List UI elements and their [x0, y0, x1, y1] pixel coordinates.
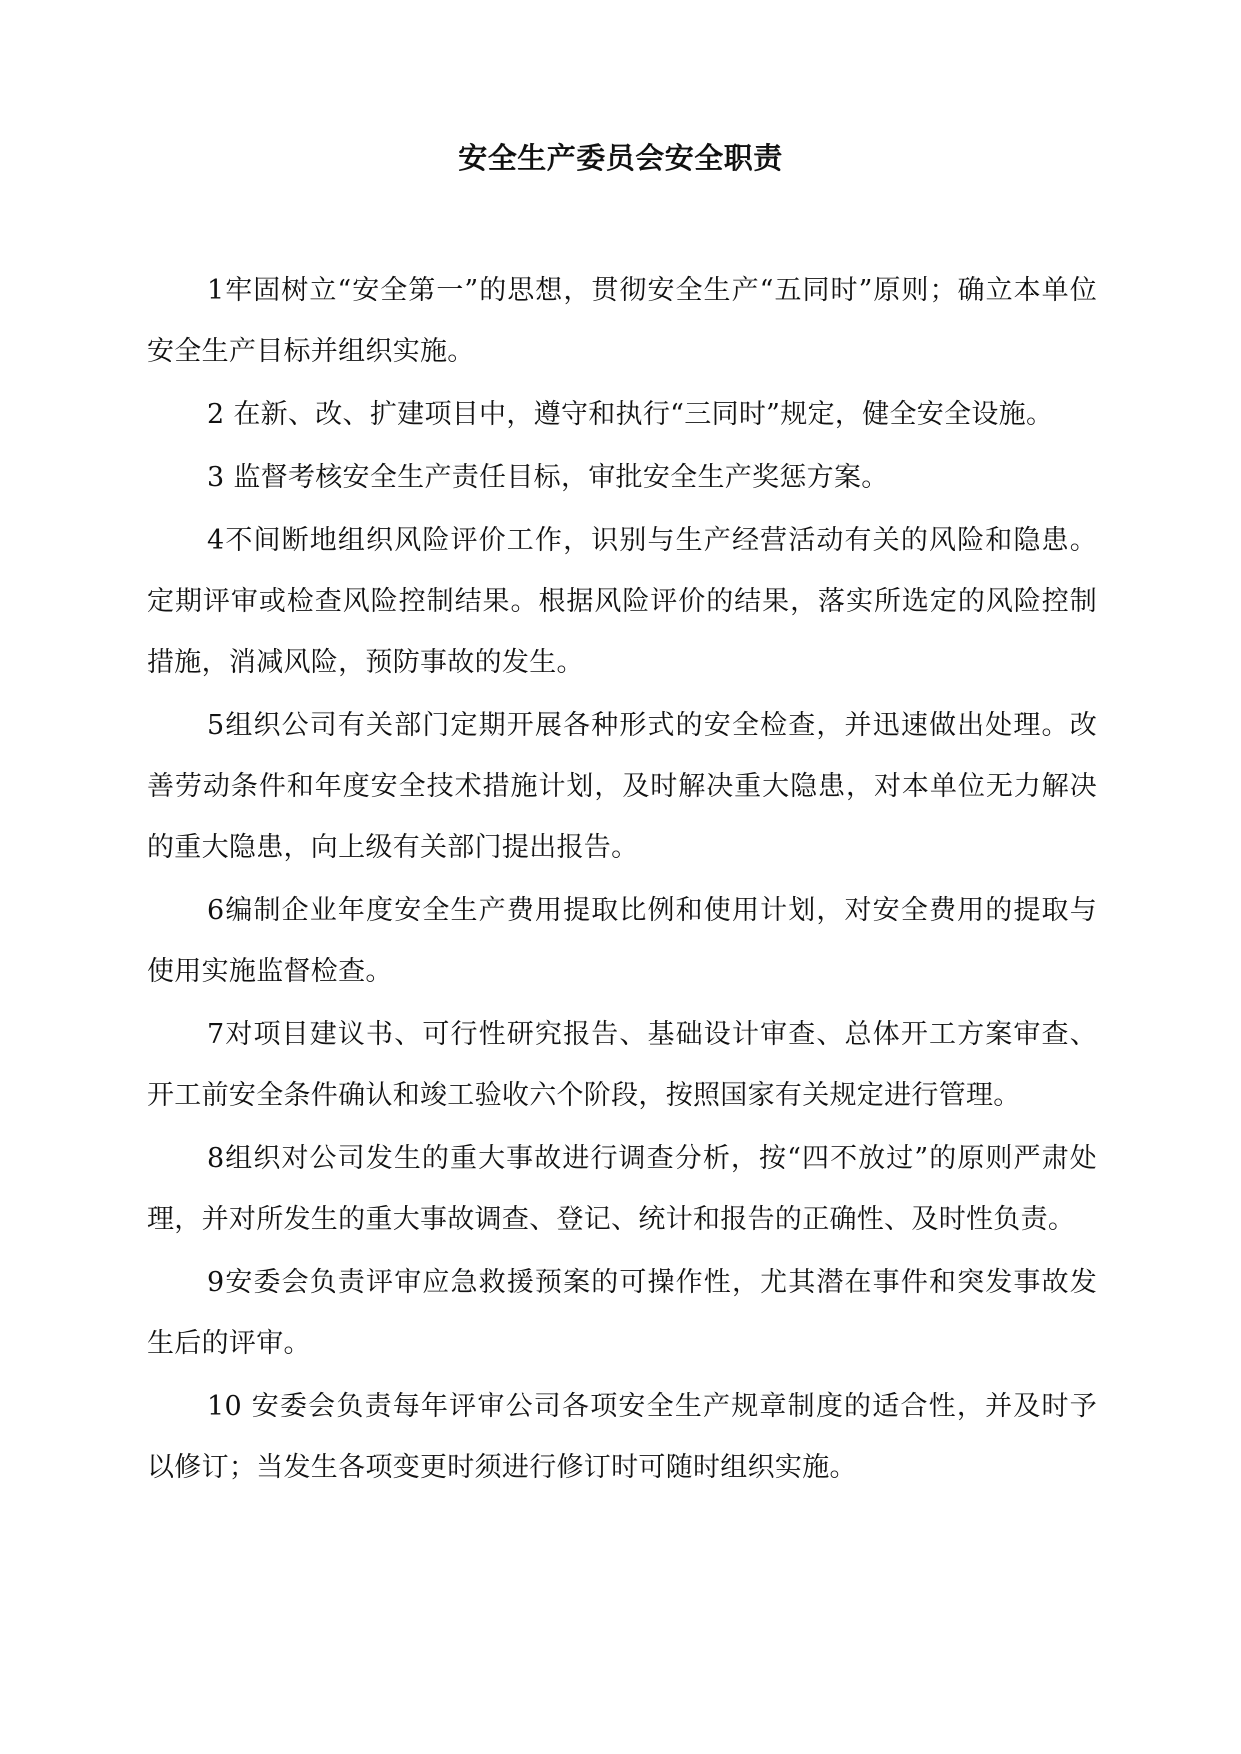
- duty-paragraph-7: 7对项目建议书、可行性研究报告、基础设计审查、总体开工方案审查、开工前安全条件确认和竣工验收六个阶段，按照国家有关规定进行管理。: [147, 1019, 1097, 1111]
- duty-paragraph-2: 2 在新、改、扩建项目中，遵守和执行“三同时”规定，健全安全设施。: [207, 399, 1054, 430]
- document-title: 安全生产委员会安全职责: [458, 141, 783, 175]
- document-body: [147, 260, 1097, 1500]
- duty-paragraph-6: 6编制企业年度安全生产费用提取比例和使用计划，对安全费用的提取与使用实施监督检查。: [147, 895, 1097, 987]
- duty-paragraph-10: 10 安委会负责每年评审公司各项安全生产规章制度的适合性，并及时予以修订；当发生各项变更时须进行修订时可随时组织实施。: [147, 1391, 1097, 1483]
- duty-paragraph-5: 5组织公司有关部门定期开展各种形式的安全检查，并迅速做出处理。改善劳动条件和年度安全技术措施计划，及时解决重大隐患，对本单位无力解决的重大隐患，向上级有关部门提出报告。: [147, 710, 1097, 863]
- duty-paragraph-9: 9安委会负责评审应急救援预案的可操作性，尤其潜在事件和突发事故发生后的评审。: [147, 1267, 1097, 1359]
- duty-paragraph-4: 4不间断地组织风险评价工作，识别与生产经营活动有关的风险和隐患。定期评审或检查风险控制结果。根据风险评价的结果，落实所选定的风险控制措施，消减风险，预防事故的发生。: [147, 525, 1097, 678]
- duty-paragraph-8: 8组织对公司发生的重大事故进行调查分析，按“四不放过”的原则严肃处理，并对所发生的重大事故调查、登记、统计和报告的正确性、及时性负责。: [147, 1143, 1097, 1235]
- duty-paragraph-1: 1牢固树立“安全第一”的思想，贯彻安全生产“五同时”原则；确立本单位安全生产目标并组织实施。: [147, 275, 1097, 367]
- duty-paragraph-3: 3 监督考核安全生产责任目标，审批安全生产奖惩方案。: [207, 462, 889, 493]
